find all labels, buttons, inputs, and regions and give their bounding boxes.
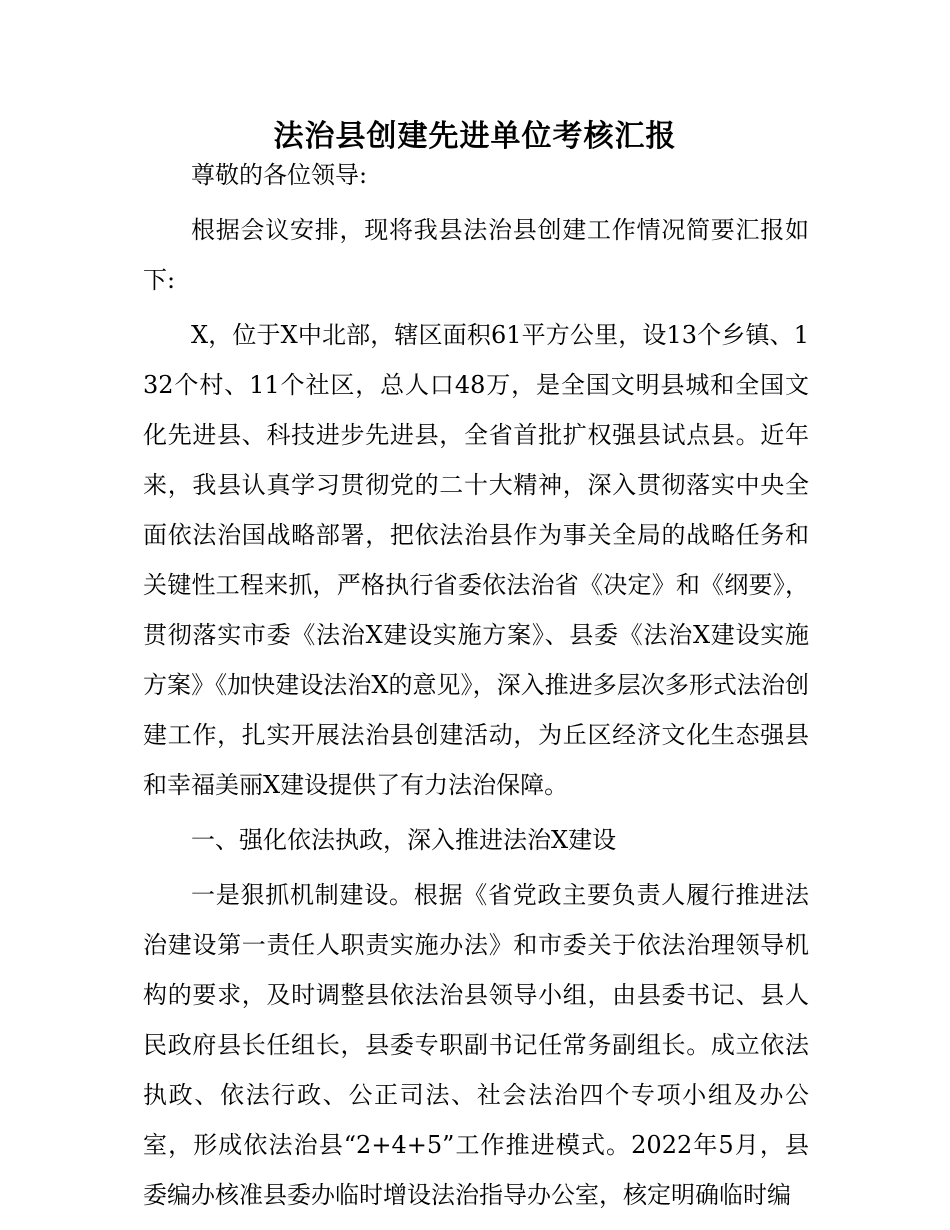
document-title: 法治县创建先进单位考核汇报 (273, 119, 677, 154)
mechanism-paragraph: 一是狠抓机制建设。根据《省党政主要负责人履行推进法治建设第一责任人职责实施办法》和市委关于依法治理领导机构的要求，及时调整县依法治县领导小组，由县委书记、县人民政府县长任组长，县委专职副书记任常务副组长。成立依法执政、依法行政、公正司法、社会法治四个专项小组及办公室，形成依法治县“2+4+5”工作推进模式。2022年5月，县委编办核准县委办临时增设法治指导办公室，核定明确临时编 (143, 881, 809, 1209)
overview-paragraph: X，位于X中北部，辖区面积61平方公里，设13个乡镇、132个村、11个社区，总人口48万，是全国文明县城和全国文化先进县、科技进步先进县，全省首批扩权强县试点县。近年来，我县认真学习贯彻党的二十大精神，深入贯彻落实中央全面依法治国战略部署，把依法治县作为事关全局的战略任务和关键性工程来抓，严格执行省委依法治省《决定》和《纲要》，贯彻落实市委《法治X建设实施方案》、县委《法治X建设实施方案》《加快建设法治X的意见》，深入推进多层次多形式法治创建工作，扎实开展法治县创建活动，为丘区经济文化生态强县和幸福美丽X建设提供了有力法治保障。 (143, 321, 809, 799)
section-heading: 一、强化依法执政，深入推进法治X建设 (191, 826, 617, 854)
salutation-paragraph: 尊敬的各位领导: (191, 161, 368, 189)
document-body (143, 150, 809, 1220)
intro-paragraph: 根据会议安排，现将我县法治县创建工作情况简要汇报如下: (143, 216, 809, 294)
